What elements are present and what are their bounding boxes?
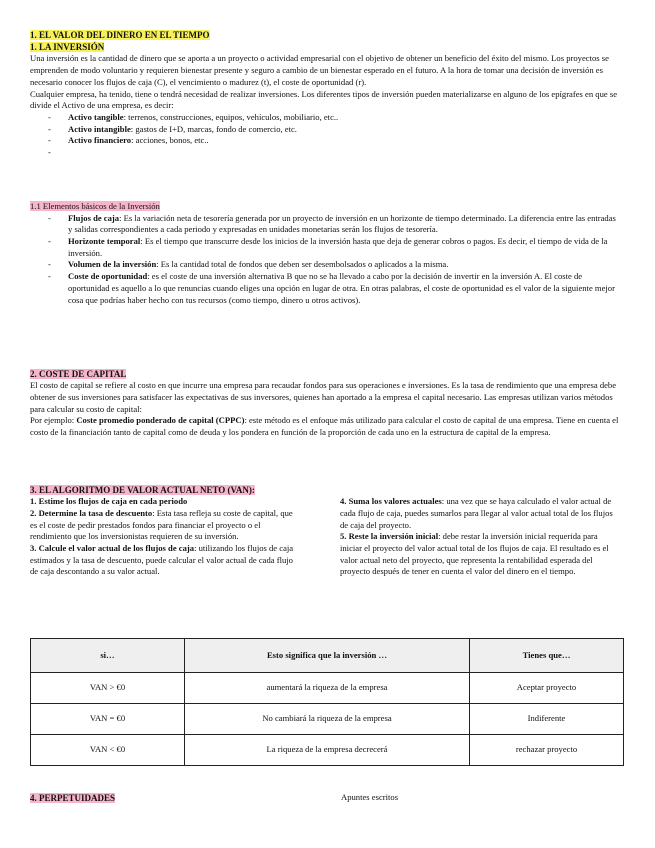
step: 2. Determine la tasa de descuento: Esta tasa refleja su coste de capital, que es el coste de pedir prestados fondos para financiar el proyecto o el rendimiento que los inversionistas requieren de su inversión. xyxy=(30,507,293,542)
section-1-heading: 1. LA INVERSIÓN xyxy=(30,42,105,53)
section-3-heading: 3. EL ALGORITMO DE VALOR ACTUAL NETO (VAN): xyxy=(30,485,255,495)
step: 3. Calcule el valor actual de los flujos de caja: utilizando los flujos de caja estimados y la tasa de descuento, puede calcular el valor actual de cada flujo de caja descontando a su valor actual. xyxy=(30,542,294,577)
table-row xyxy=(31,735,624,766)
paragraph: El costo de capital se refiere al costo en que incurre una empresa para recaudar fondos para sus operaciones e inversiones. Es la tasa de rendimiento que una empresa debe obtener de sus inversiones para satisfacer las expectativas de sus inversores, quienes han aportado a la empresa el capital necesario. Las empresas utilizan varios métodos para calcular su costo de capital: xyxy=(30,380,617,414)
paragraph: Una inversión es la cantidad de dinero que se aporta a un proyecto o actividad empresarial con el objetivo de obtener un beneficio del éxito del mismo. Los proyectos se emprenden de modo voluntario y requieren bienestar presente y seguro a cambio de un bienestar esperado en el futuro. A la hora de tomar una decisión de inversión es necesario conocer los flujos de caja (C), el vencimiento o madurez (t), el coste de oportunidad (r). xyxy=(30,53,609,87)
paragraph: Por ejemplo: Coste promedio ponderado de capital (CPPC): este método es el enfoque más utilizado para calcular el costo de capital de una empresa. Tiene en cuenta el costo de la financiación tanto de capital como de deuda y los pondera en función de la proporción de cada uno en la estructura de capital de la empresa. xyxy=(30,415,619,437)
handwritten-notes-label: Apuntes escritos xyxy=(341,792,399,802)
table-header: si… xyxy=(31,639,185,673)
table-cell: La riqueza de la empresa decrecerá xyxy=(185,735,470,766)
table-header-row xyxy=(31,639,624,673)
elements-list xyxy=(30,213,620,307)
section-4 xyxy=(30,792,620,804)
list-item: - Horizonte temporal: Es el tiempo que transcurre desde los inicios de la inversión hasta que deja de generar cobros o pagos. Es decir, el tiempo de vida de la inversión. xyxy=(48,236,608,258)
table-cell: Aceptar proyecto xyxy=(470,673,624,704)
section-1-1 xyxy=(30,201,620,306)
table-cell: VAN < €0 xyxy=(31,735,185,766)
list-item: - Activo tangible: terrenos, construcciones, equipos, vehículos, mobiliario, etc.. xyxy=(48,111,339,122)
steps-right-column xyxy=(340,496,620,578)
table-cell: rechazar proyecto xyxy=(470,735,624,766)
paragraph: Cualquier empresa, ha tenido, tiene o tendrá necesidad de realizar inversiones. Los diferentes tipos de inversión pueden materializarse en alguno de los epígrafes en que se divide el Activo de una empresa, es decir: xyxy=(30,88,618,111)
steps-columns xyxy=(30,496,620,578)
section-4-heading: 4. PERPETUIDADES xyxy=(30,793,116,803)
table-cell: VAN = €0 xyxy=(31,704,185,735)
step: 1. Estime los flujos de caja en cada periodo xyxy=(30,496,188,507)
table-header: Esto significa que la inversión … xyxy=(185,639,470,673)
table-row xyxy=(31,704,624,735)
section-1-1-heading: 1.1 Elementos básicos de la Inversión xyxy=(30,201,160,211)
list-item: - Volumen de la inversión: Es la cantidad total de fondos que deben ser desembolsados o aplicados a la misma. xyxy=(48,259,449,270)
section-1 xyxy=(30,29,620,159)
table-cell: No cambiará la riqueza de la empresa xyxy=(185,704,470,735)
asset-list xyxy=(30,112,620,159)
list-item: - Activo financiero: acciones, bonos, etc.. xyxy=(48,135,209,146)
list-item: - xyxy=(48,146,51,157)
table-row xyxy=(31,673,624,704)
list-item: - Activo intangible: gastos de I+D, marcas, fondo de comercio, etc. xyxy=(48,123,297,134)
list-item: - Flujos de caja: Es la variación neta de tesorería generada por un proyecto de inversión en un horizonte de tiempo determinado. La diferencia entre las entradas y salidas correspondientes a cada periodo y expresadas en unidades monetarias serán los flujos de tesorería. xyxy=(48,212,616,235)
table-header: Tienes que… xyxy=(470,639,624,673)
section-3 xyxy=(30,484,620,578)
steps-left-column xyxy=(30,496,300,578)
document-title: 1. EL VALOR DEL DINERO EN EL TIEMPO xyxy=(30,30,210,40)
list-item: - Coste de oportunidad: es el coste de una inversión alternativa B que no se ha llevado a cabo por la decisión de invertir en la inversión A. El coste de oportunidad es aquello a lo que renuncias cuando eliges una opción en lugar de otra. En otras palabras, el coste de oportunidad es el valor de la siguiente mejor cosa que podrías haber hecho con tus recursos (como tiempo, dinero u otros activos). xyxy=(48,271,615,305)
term: Una inversión xyxy=(30,53,79,64)
section-2-heading: 2. COSTE DE CAPITAL xyxy=(30,369,127,379)
step: 5. Reste la inversión inicial: debe restar la inversión inicial requerida para iniciar el proyecto del valor actual total de los flujos de caja. El resultado es el valor actual neto del proyecto, que representa la rentabilidad esperada del proyecto después de tener en cuenta el valor del dinero en el tiempo. xyxy=(340,531,609,577)
van-decision-table xyxy=(30,638,624,766)
table-cell: Indiferente xyxy=(470,704,624,735)
step: 4. Suma los valores actuales: una vez que se haya calculado el valor actual de cada flujo de caja, puedes sumarlos para llegar al valor actual total de los flujos de caja del proyecto. xyxy=(340,496,613,530)
table-cell: aumentará la riqueza de la empresa xyxy=(185,673,470,704)
section-2 xyxy=(30,368,620,439)
table-cell: VAN > €0 xyxy=(31,673,185,704)
